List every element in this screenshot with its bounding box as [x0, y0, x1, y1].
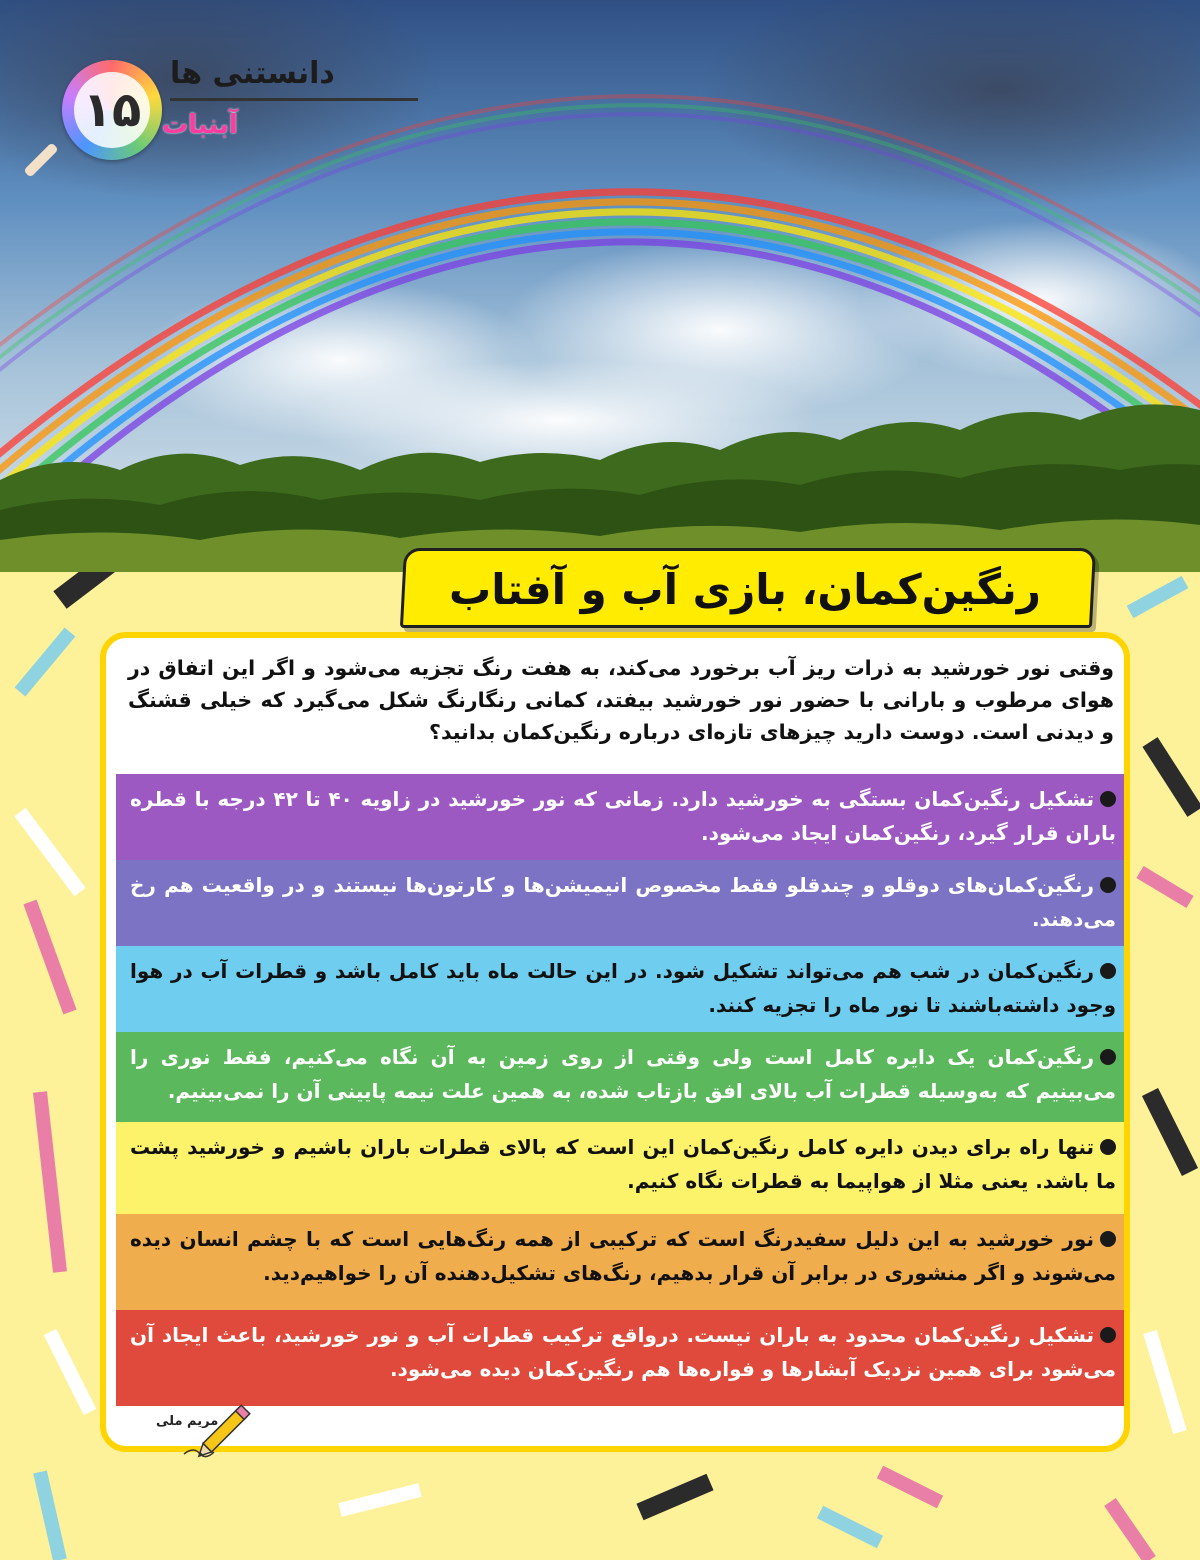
fact-text: تشکیل رنگین‌کمان بستگی به خورشید دارد. زمانی که نور خورشید در زاویه ۴۰ تا ۴۲ درجه با قطره باران قرار گیرد، رنگین‌کمان ایجاد می‌شود.: [130, 787, 1116, 845]
fact-text: تنها راه برای دیدن دایره کامل رنگین‌کمان این است که بالای قطرات باران باشیم و خورشید پشت ما باشد. یعنی مثلا از هواپیما به قطرات نگاه کنیم.: [130, 1135, 1116, 1193]
header-divider: [170, 98, 418, 101]
article-card: [100, 632, 1130, 1452]
fact-text: رنگین‌کمان یک دایره کامل است ولی وقتی از روی زمین به آن نگاه می‌کنیم، فقط نوری را می‌بینیم که به‌وسیله قطرات آب بالای افق بازتاب شده، به همین علت نیمه پایینی آن را نمی‌بینیم.: [130, 1045, 1116, 1103]
author-name: مریم ملی: [156, 1414, 219, 1429]
fact-band-6: [116, 1214, 1130, 1310]
article-title: رنگین‌کمان، بازی آب و آفتاب: [449, 564, 1041, 614]
fact-band-7: [116, 1310, 1130, 1406]
section-name: دانستنی ها: [170, 56, 335, 91]
bullet-icon: [1100, 877, 1116, 893]
fact-text: رنگین‌کمان در شب هم می‌تواند تشکیل شود. در این حالت ماه باید کامل باشد و قطرات آب در هوا وجود داشته‌باشند تا نور ماه را تجزیه کنند.: [130, 959, 1116, 1017]
intro-paragraph: وقتی نور خورشید به ذرات ریز آب برخورد می‌کند، به هفت رنگ تجزیه می‌شود و اگر این اتفاق در هوای مرطوب و بارانی با حضور نور خورشید بیفتد، کمانی رنگارنگ شکل می‌گیرد که خیلی قشنگ و دیدنی است. دوست دارید چیزهای تازه‌ای درباره رنگین‌کمان بدانید؟: [128, 656, 1114, 744]
issue-number: ۱۵: [74, 72, 150, 148]
brand-logo: آبنبات: [162, 110, 238, 140]
bullet-icon: [1100, 1231, 1116, 1247]
bullet-icon: [1100, 1139, 1116, 1155]
bullet-icon: [1100, 963, 1116, 979]
fact-text: رنگین‌کمان‌های دوقلو و چندقلو فقط مخصوص انیمیشن‌ها و کارتون‌ها نیستند و در واقعیت هم رخ می‌دهند.: [130, 873, 1116, 931]
fact-text: تشکیل رنگین‌کمان محدود به باران نیست. درواقع ترکیب قطرات آب و نور خورشید، باعث ایجاد آن می‌شود برای همین نزدیک آبشارها و فواره‌ها هم رنگین‌کمان دیده می‌شود.: [130, 1323, 1116, 1381]
pencil-icon: [180, 1400, 270, 1460]
bullet-icon: [1100, 1049, 1116, 1065]
fact-text: نور خورشید به این دلیل سفیدرنگ است که ترکیبی از همه رنگ‌هایی است که با چشم انسان دیده می‌شوند و اگر منشوری در برابر آن قرار بدهیم، رنگ‌های تشکیل‌دهنده آن را خواهیم‌دید.: [130, 1227, 1116, 1285]
fact-band-2: [116, 860, 1130, 946]
fact-band-3: [116, 946, 1130, 1032]
fact-band-1: [116, 774, 1130, 860]
bullet-icon: [1100, 1327, 1116, 1343]
fact-band-5: [116, 1122, 1130, 1214]
bullet-icon: [1100, 791, 1116, 807]
lollipop-badge: [62, 60, 162, 160]
magazine-header: [30, 40, 430, 170]
fact-band-4: [116, 1032, 1130, 1122]
